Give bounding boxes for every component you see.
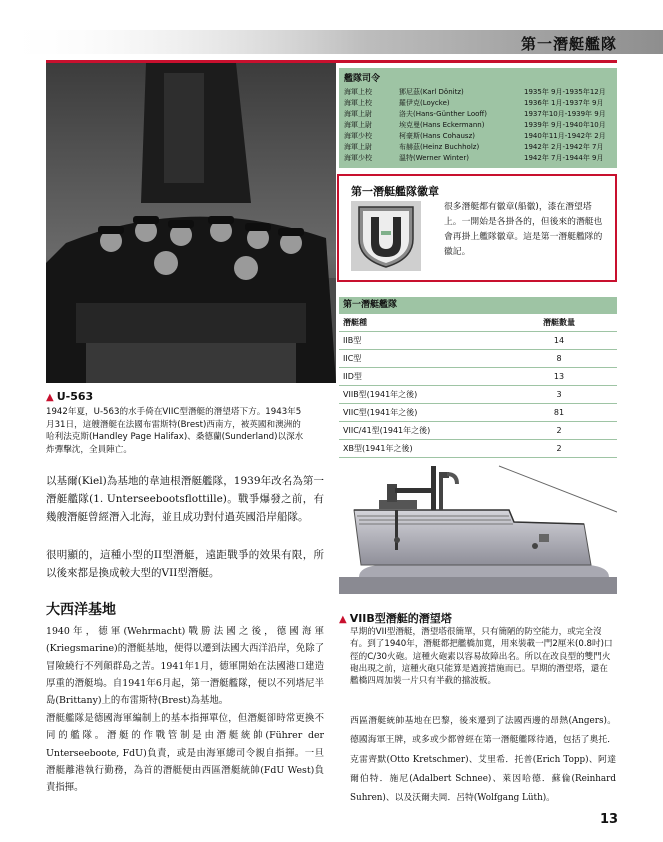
tower-caption-text: 早期的VII型潛艇，潛望塔很簡單，只有簡陋的防空能力，或完全沒有。到了1940年，潛艇都把艦橋加寬，用來裝載一門2厘米(0.8吋)口徑的C/30火砲。這種火砲素以容易故障出名。所以在改良型的雙門火砲出現之前，這種火砲只能算是過渡措施而已。早期的潛望塔，還在艦橋四周加裝一片只有半截的擋波板。: [350, 627, 613, 687]
insignia-description: 很多潛艇都有徽章(船徽)，漆在潛望塔上。一開始是各掛各的，但後來的潛艇也會再掛上艦隊徽章。這是第一潛艇艦隊的徽記。: [444, 202, 603, 257]
fleet-table: [339, 297, 617, 458]
col-count-header: 潛艇數量: [543, 318, 575, 327]
commander-row: 海軍上尉 埃克曼(Hans Eckermann) 1939年 9月-1940年10月: [344, 121, 606, 129]
tower-caption-title: ▲ VIIB型潛艇的潛望塔: [339, 612, 452, 625]
fleet-table-title: 第一潛艇艦隊: [339, 297, 617, 314]
photo-caption-text: 1942年夏，U-563的水手倚在VIIC型潛艇的潛望塔下方。1943年5月31日，這艘潛艇在法國布雷斯特(Brest)西南方，被英國和澳洲的哈利法克斯(Handley Page Halifax)、桑德蘭(Sunderland)以深水炸彈擊沈，全員陣亡。: [46, 407, 304, 455]
crew-photo: [46, 63, 336, 383]
article-paragraph: 1940年，德軍(Wehrmacht)戰勝法國之後，德國海軍(Kriegsmarine)的潛艇基地，便得以遷到法國大西洋沿岸，免除了冒險繞行不列顛群島之苦。1941年1月，德軍開始在法國港口建造厚重的潛艇塢。自1941年6月起，第一潛艇艦隊，便以不列塔尼半島(Brittany)上的布雷斯特(Brest)為基地。: [46, 626, 324, 707]
commander-row: 海軍上尉 布赫茲(Heinz Buchholz) 1942年 2月-1942年 7月: [344, 143, 604, 151]
commanders-box: [339, 68, 617, 168]
table-row: VIIC型(1941年之後) 81: [339, 404, 617, 422]
fleet-table-header: [339, 314, 617, 332]
insignia-box: [337, 174, 617, 282]
commander-row: 海軍上校 羅伊克(Loycke) 1936年 1月-1937年 9月: [344, 99, 604, 107]
article-paragraph: 潛艇艦隊是德國海軍編制上的基本指揮單位，但潛艇卻時常更換不同的艦隊。潛艇的作戰管制是由潛艇統帥(Führer der Unterseeboote, FdU)負責，或是由海軍總司令親自指揮。一旦潛艇離港執行勤務，為首的潛艇便由西區潛艇統帥(FdU West)負責指揮。: [46, 713, 324, 794]
commander-row: 海軍少校 柯豪斯(Hans Cohausz) 1940年11月-1942年 2月: [344, 132, 606, 140]
table-row: IID型 13: [339, 368, 617, 386]
section-heading: 大西洋基地: [46, 602, 116, 618]
table-row: IIB型 14: [339, 332, 617, 350]
article-paragraph: 很明顯的，這種小型的II型潛艇，遠距戰爭的效果有限，所以後來都是換成較大型的VII型潛艇。: [46, 549, 324, 579]
table-row: IIC型 8: [339, 350, 617, 368]
commanders-title: 艦隊司令: [344, 74, 381, 84]
page-header-title: 第一潛艇艦隊: [520, 35, 617, 53]
commander-row: 海軍少校 溫特(Werner Winter) 1942年 7月-1944年 9月: [344, 154, 604, 162]
photo-caption-title: ▲ U-563: [46, 390, 94, 403]
conning-tower-illustration: [339, 462, 617, 594]
page-number: 13: [600, 812, 619, 827]
caption-triangle-icon: ▲: [46, 392, 54, 403]
article-paragraph: 以基爾(Kiel)為基地的韋迪根潛艇艦隊，1939年改名為第一潛艇艦隊(1. Unterseebootsflottille)。戰爭爆發之前，有幾艘潛艇曾經潛入北海，並且成功對付過英國沿岸船隊。: [46, 475, 324, 524]
table-row: XB型(1941年之後) 2: [339, 440, 617, 458]
table-row: VIIB型(1941年之後) 3: [339, 386, 617, 404]
col-type-header: 潛艇種: [343, 318, 367, 327]
caption-triangle-icon: ▲: [339, 614, 347, 625]
commander-row: 海軍上尉 洛夫(Hans-Günther Looff) 1937年10月-1939年 9月: [344, 110, 606, 118]
table-row: VIIC/41型(1941年之後) 2: [339, 422, 617, 440]
insignia-title: 第一潛艇艦隊徽章: [351, 185, 439, 198]
article-paragraph: 西區潛艇統帥基地在巴黎，後來遷到了法國西邊的昂熱(Angers)。德國海軍王牌，或多或少都曾經在第一潛艇艦隊待過，包括了奧托．克雷齊默(Otto Kretschmer)、艾里希．托普(Erich Topp)、阿達爾伯特．施尼(Adalbert Schnee)、萊因哈德．蘇倫(Reinhard Suhren)、以及沃爾夫岡．呂特(Wolfgang Lüth)。: [350, 716, 616, 804]
fleet-insignia-emblem: [351, 201, 421, 271]
commander-row: 海軍上校 鄧尼茲(Karl Dönitz) 1935年 9月-1935年12月: [344, 88, 606, 96]
